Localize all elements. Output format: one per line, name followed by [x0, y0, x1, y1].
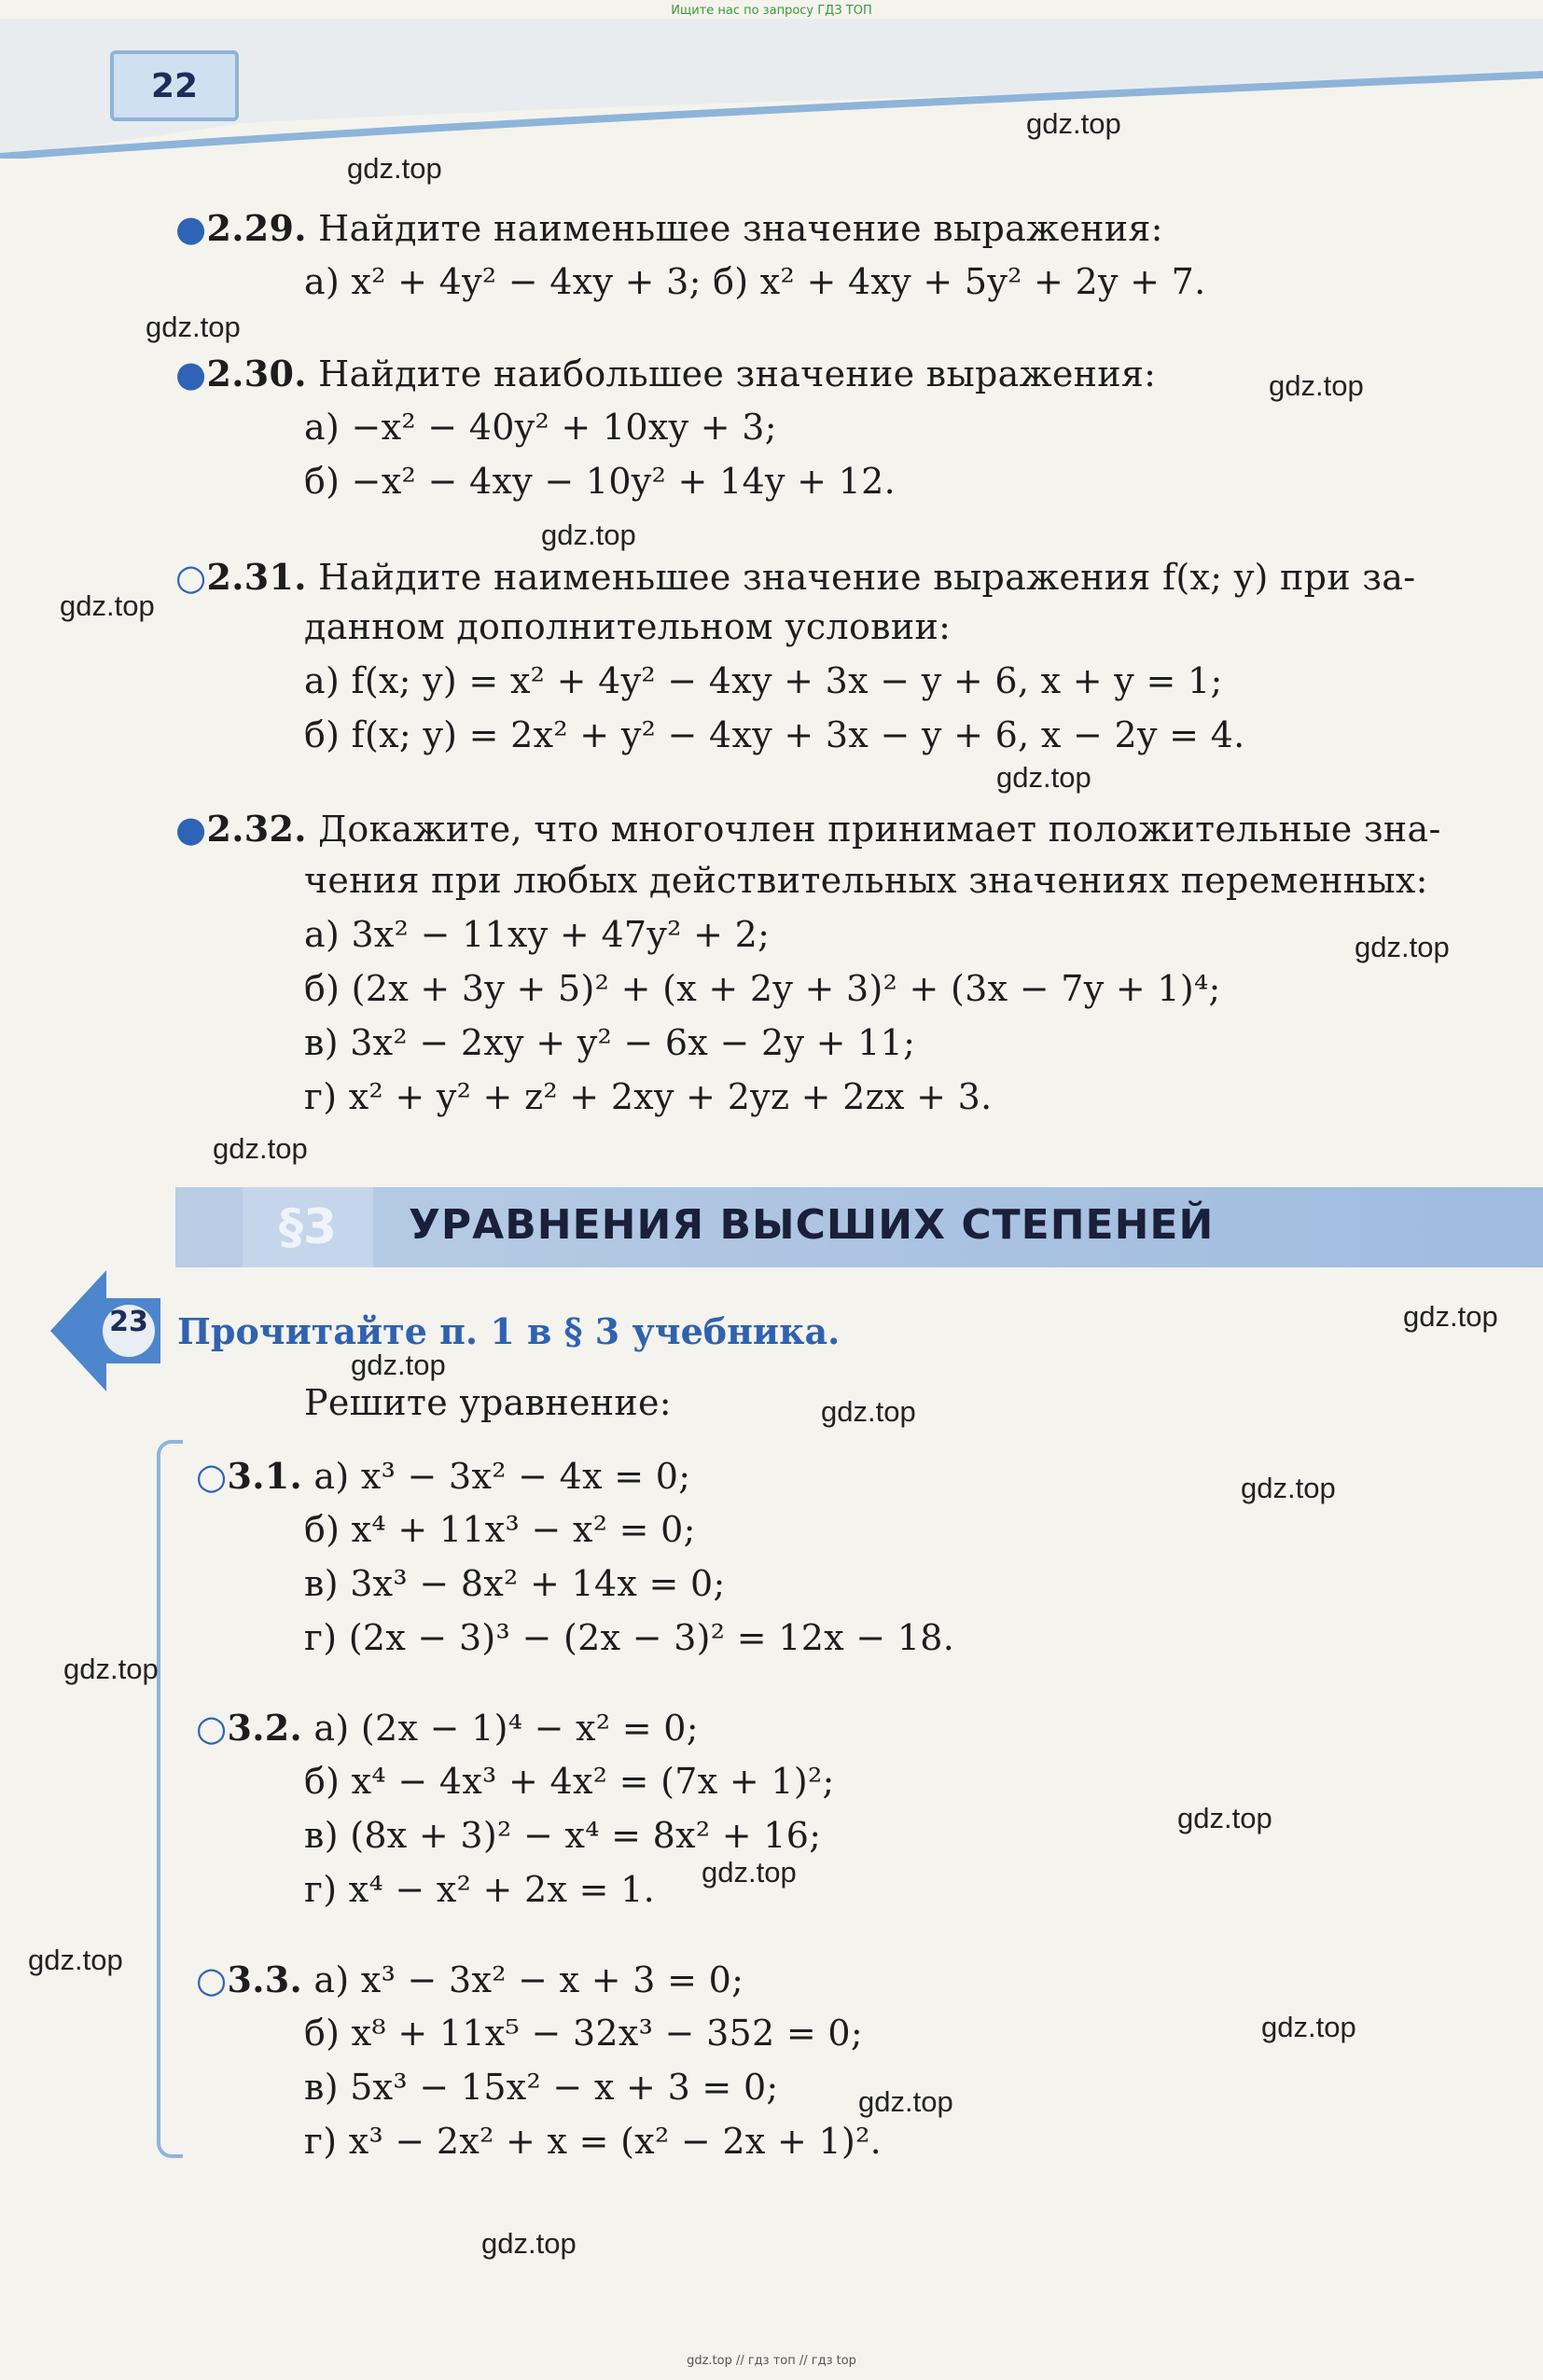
- read-note: Прочитайте п. 1 в § 3 учебника.: [177, 1310, 841, 1352]
- exercise-3-2-line: в) (8x + 3)² − x⁴ = 8x² + 16;: [304, 1815, 822, 1856]
- watermark: gdz.top: [858, 2085, 953, 2118]
- watermark: gdz.top: [541, 519, 636, 551]
- exercise-3-3-line: б) x⁸ + 11x⁵ − 32x³ − 352 = 0;: [304, 2013, 863, 2054]
- exercise-3-1: ○3.1. а) x³ − 3x² − 4x = 0;: [196, 1455, 691, 1497]
- exercise-3-1-line: б) x⁴ + 11x³ − x² = 0;: [304, 1509, 696, 1550]
- watermark: gdz.top: [213, 1132, 308, 1165]
- watermark: gdz.top: [1177, 1802, 1272, 1834]
- bullet-icon: ●: [175, 809, 207, 850]
- watermark: gdz.top: [1241, 1472, 1336, 1504]
- problem-2-29-line: а) x² + 4y² − 4xy + 3; б) x² + 4xy + 5y² + 2y + 7.: [304, 261, 1206, 302]
- exercise-3-1-line: г) (2x − 3)³ − (2x − 3)² = 12x − 18.: [304, 1617, 955, 1658]
- problem-2-31-line: а) f(x; y) = x² + 4y² − 4xy + 3x − y + 6, x + y = 1;: [304, 660, 1223, 701]
- problem-2-32-heading: ●2.32. Докажите, что многочлен принимает положительные зна-: [175, 808, 1441, 850]
- watermark: gdz.top: [60, 589, 155, 622]
- watermark: gdz.top: [351, 1349, 446, 1381]
- exercise-bracket: [157, 1440, 183, 2158]
- circle-icon: ○: [196, 1959, 228, 2000]
- watermark: gdz.top: [1403, 1300, 1498, 1333]
- exercise-3-3-line: в) 5x³ − 15x² − x + 3 = 0;: [304, 2067, 779, 2108]
- circle-icon: ○: [196, 1708, 228, 1749]
- exercise-3-2-line: б) x⁴ − 4x³ + 4x² = (7x + 1)²;: [304, 1761, 835, 1802]
- section-title: УРАВНЕНИЯ ВЫСШИХ СТЕПЕНЕЙ: [409, 1201, 1215, 1249]
- watermark: gdz.top: [1355, 931, 1450, 963]
- exercise-3-3: ○3.3. а) x³ − 3x² − x + 3 = 0;: [196, 1958, 744, 2000]
- bullet-icon: ●: [175, 353, 207, 394]
- problem-2-30-line: а) −x² − 40y² + 10xy + 3;: [304, 407, 777, 448]
- problem-2-32-line: а) 3x² − 11xy + 47y² + 2;: [304, 914, 771, 955]
- problem-2-32-line: в) 3x² − 2xy + y² − 6x − 2y + 11;: [304, 1022, 916, 1063]
- watermark: gdz.top: [1261, 2011, 1356, 2043]
- watermark: gdz.top: [146, 311, 241, 343]
- section-number: §3: [243, 1187, 373, 1267]
- problem-2-32-line: чения при любых действительных значениях переменных:: [304, 860, 1428, 901]
- watermark: gdz.top: [481, 2227, 577, 2260]
- circle-icon: ○: [196, 1456, 228, 1497]
- problem-2-31-line: б) f(x; y) = 2x² + y² − 4xy + 3x − y + 6, x − 2y = 4.: [304, 714, 1245, 755]
- exercise-3-2: ○3.2. а) (2x − 1)⁴ − x² = 0;: [196, 1707, 699, 1749]
- problem-2-32-line: г) x² + y² + z² + 2xy + 2yz + 2zx + 3.: [304, 1076, 993, 1117]
- watermark: gdz.top: [996, 761, 1091, 794]
- problem-2-32-line: б) (2x + 3y + 5)² + (x + 2y + 3)² + (3x − 7y + 1)⁴;: [304, 968, 1221, 1009]
- watermark: gdz.top: [28, 1944, 123, 1976]
- watermark: gdz.top: [702, 1856, 797, 1889]
- watermark: gdz.top: [821, 1395, 916, 1428]
- bullet-icon: ●: [175, 208, 207, 249]
- bottom-note: gdz.top // гдз топ // гдз top: [687, 2354, 856, 2368]
- exercise-3-3-line: г) x³ − 2x² + x = (x² − 2x + 1)².: [304, 2121, 883, 2162]
- problem-2-29-heading: ●2.29. Найдите наименьшее значение выражения:: [175, 207, 1163, 249]
- exercise-3-1-line: в) 3x³ − 8x² + 14x = 0;: [304, 1563, 726, 1604]
- watermark: gdz.top: [347, 152, 442, 185]
- problem-2-30-heading: ●2.30. Найдите наибольшее значение выражения:: [175, 353, 1157, 394]
- problem-2-31-line: данном дополнительном условии:: [304, 606, 952, 647]
- watermark: gdz.top: [1269, 369, 1364, 402]
- exercise-3-2-line: г) x⁴ − x² + 2x = 1.: [304, 1869, 655, 1910]
- problem-2-30-line: б) −x² − 4xy − 10y² + 14y + 12.: [304, 461, 896, 502]
- solve-label: Решите уравнение:: [304, 1382, 672, 1423]
- top-note: Ищите нас по запросу ГДЗ ТОП: [671, 4, 872, 18]
- circle-icon: ○: [175, 557, 207, 598]
- page-number: 22: [110, 50, 239, 121]
- problem-2-31-heading: ○2.31. Найдите наименьшее значение выражения f(x; y) при за-: [175, 556, 1416, 598]
- watermark: gdz.top: [1026, 107, 1121, 140]
- watermark: gdz.top: [63, 1653, 159, 1685]
- read-marker-number: 23: [109, 1306, 148, 1338]
